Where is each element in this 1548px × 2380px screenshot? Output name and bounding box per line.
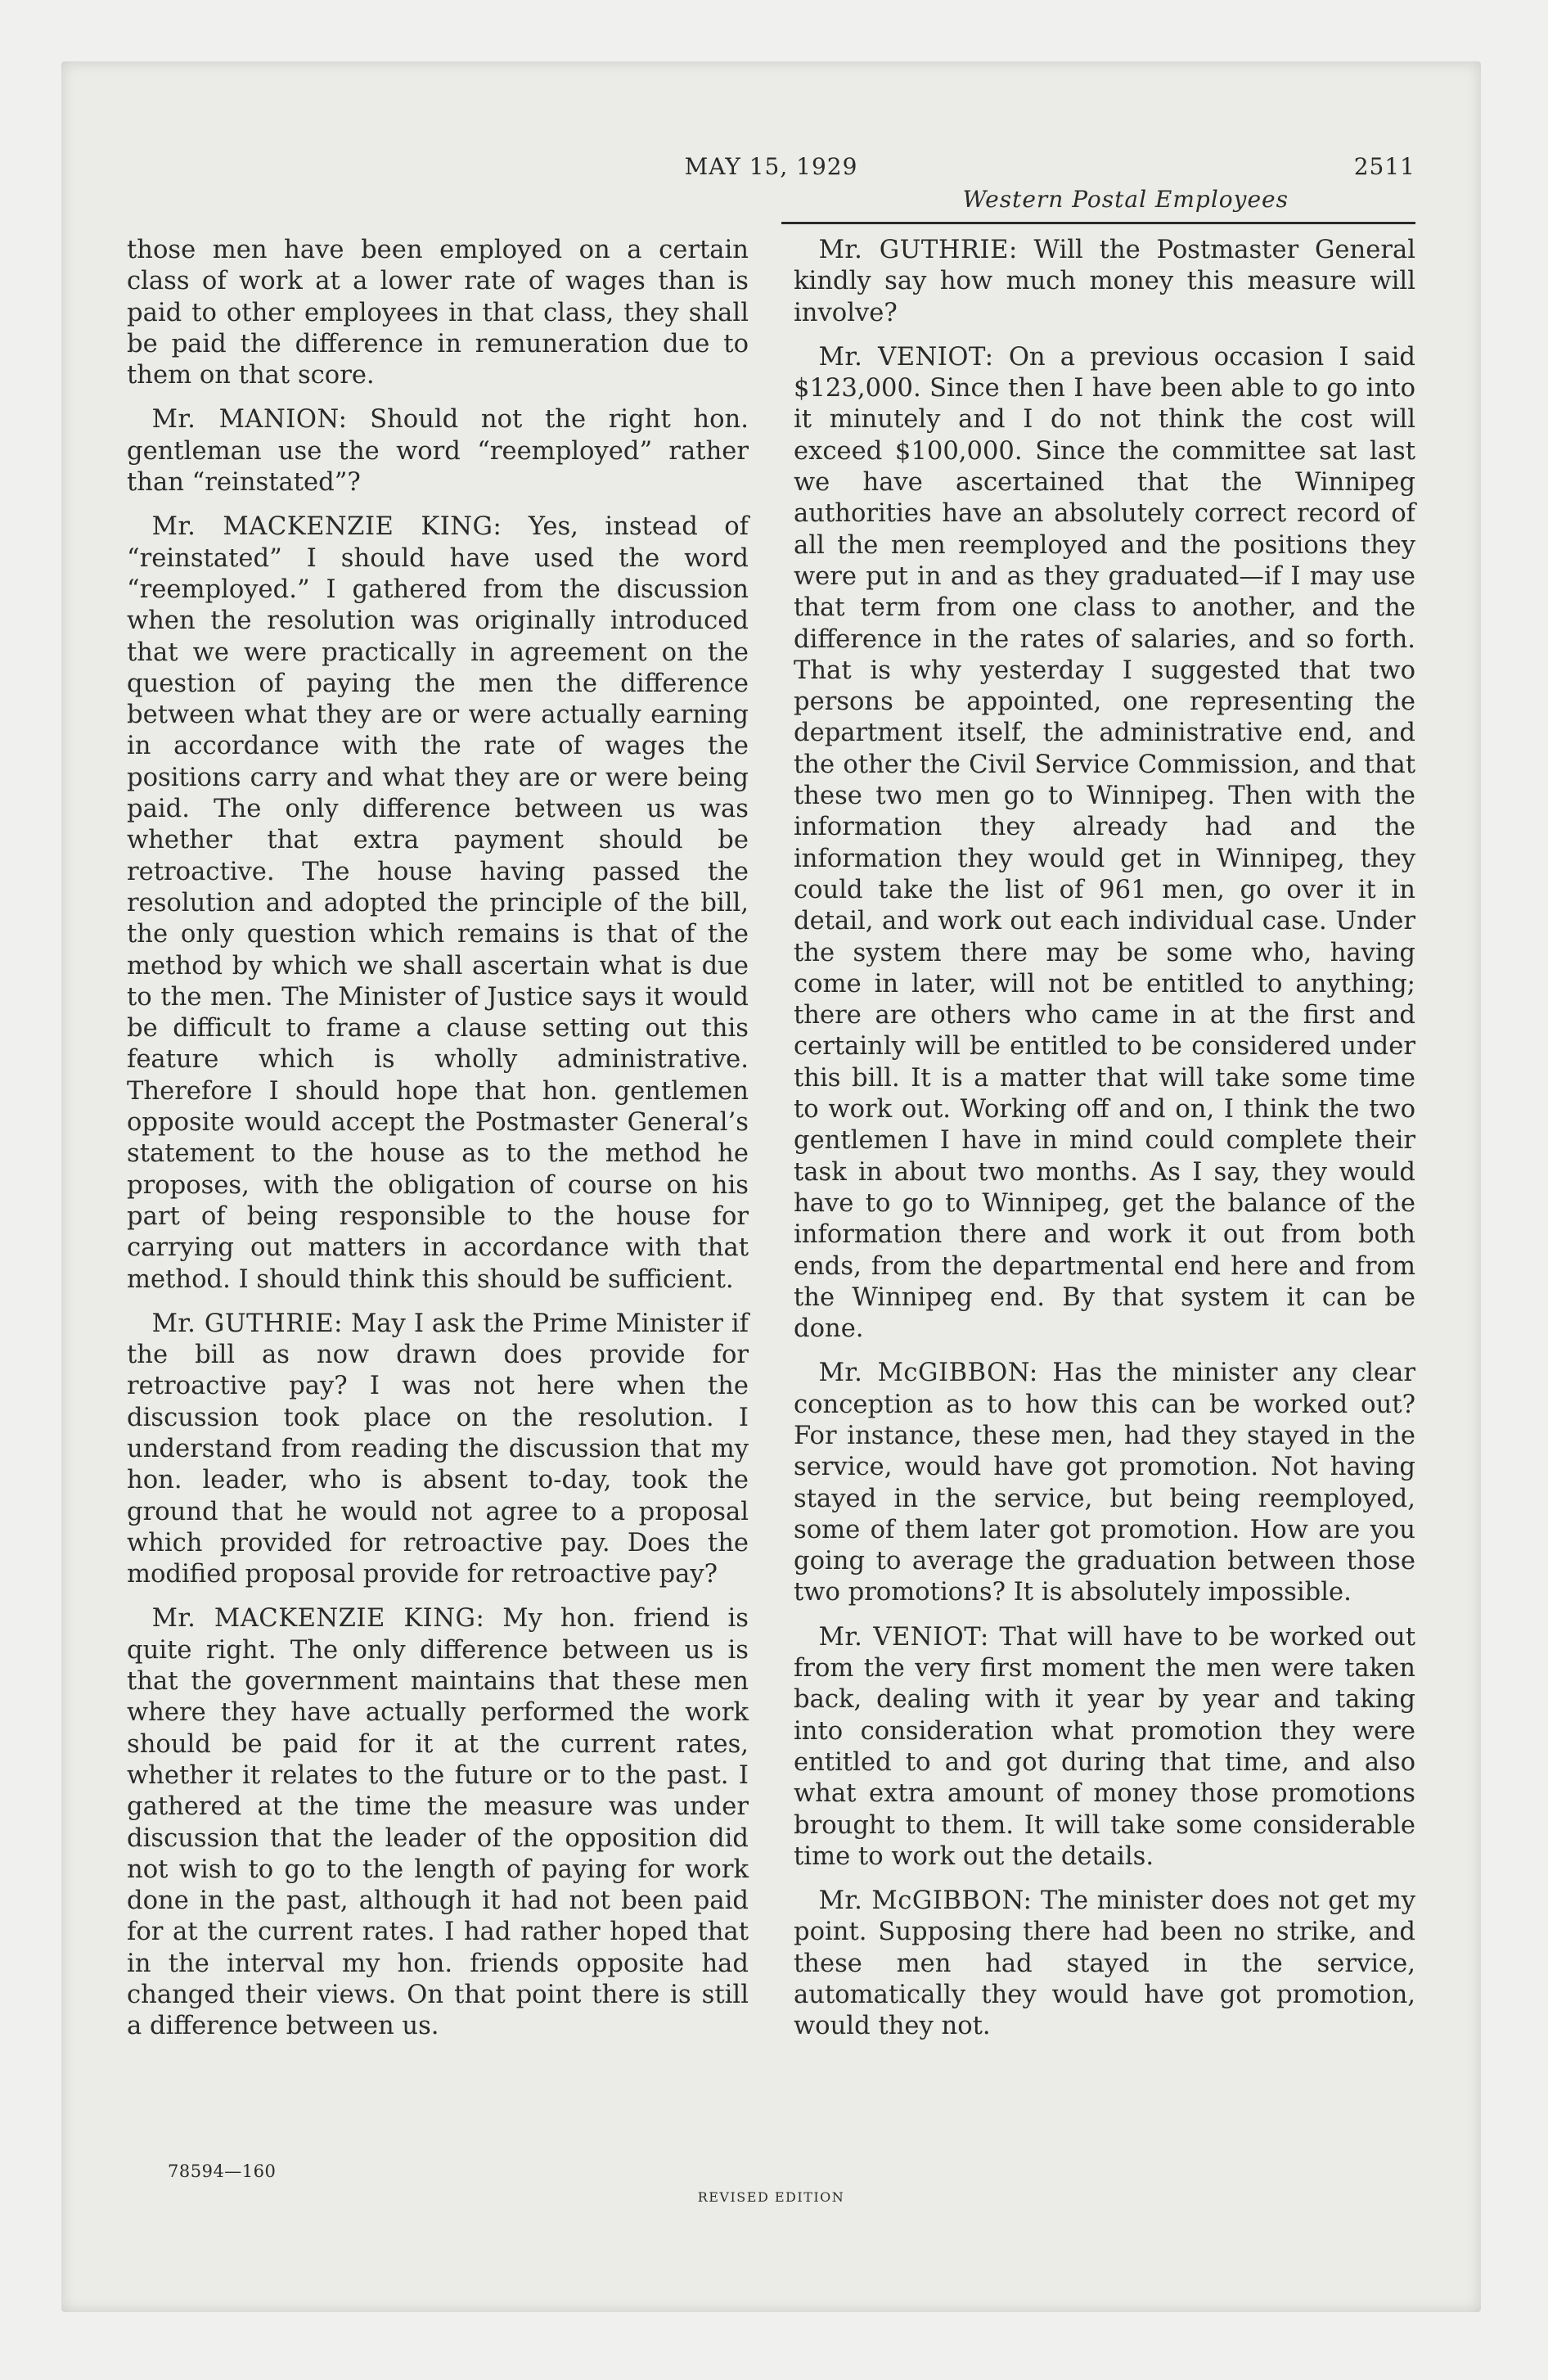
speech-text: Has the minister any clear conception as to how this can be worked out? For instance, these men, had they stayed in the service, would have got promotion. Not having stayed in the service, but being reemployed, some of them later got promotion. How are you going to average the graduation between those two promotions? It is absolutely impossible.: [794, 1359, 1416, 1607]
paragraph: [794, 342, 1415, 1346]
paragraph: [794, 1886, 1415, 2042]
speaker-name: Mr. MACKENZIE KING:: [151, 1604, 485, 1634]
footer-print-code: 78594—160: [168, 2161, 277, 2181]
header-page-number: 2511: [1353, 153, 1415, 180]
speech-text: That will have to be worked out from the very first moment the men were taken back, dealing with it year by year and taking into consideration what promotion they were entitled to and got during that time, and also what extra amount of money those promotions brought to them. It will take some considerable time to work out the details.: [794, 1622, 1415, 1871]
speaker-name: Mr. VENIOT:: [818, 342, 994, 372]
speaker-name: Mr. McGIBBON:: [818, 1886, 1033, 1916]
speaker-name: Mr. GUTHRIE:: [151, 1309, 343, 1338]
header-running-title: Western Postal Employees: [962, 186, 1289, 213]
speaker-name: Mr. MANION:: [151, 405, 348, 435]
paragraph: [794, 1622, 1415, 1873]
speech-text: My hon. friend is quite right. The only difference between us is that the government maintains that these men where they have actually performed the work should be paid for it at the current rates, whether it relates to the future or to the past. I gathered at the time the measure was under discussion that the leader of the opposition did not wish to go to the length of paying for work done in the past, although it had not been paid for at the current rates. I had rather hoped that in the interval my hon. friends opposite had changed their views. On that point there is still a difference between us.: [127, 1604, 749, 2041]
speech-text: those men have been employed on a certain class of work at a lower rate of wages than is paid to other employees in that class, they shall be paid the difference in remuneration due to them on that score.: [127, 236, 749, 390]
paragraph: [794, 235, 1415, 329]
header-rule: [781, 222, 1415, 224]
speech-text: The minister does not get my point. Supposing there had been no strike, and these men had stayed in the service, automatically they would have got promotion, would they not.: [794, 1886, 1415, 2041]
speech-text: Will the Postmaster General kindly say how much money this measure will involve?: [794, 236, 1415, 327]
paragraph: [127, 404, 749, 498]
speaker-name: Mr. McGIBBON:: [818, 1359, 1038, 1388]
paragraph: [127, 1603, 749, 2042]
scanned-sheet: [61, 61, 1481, 2312]
paragraph: [127, 512, 749, 1295]
speech-text: On a previous occasion I said $123,000. Since then I have been able to go into it minutely and I do not think the cost will exceed $100,000. Since the committee sat last we have ascertained that the Winnipeg authorities have an absolutely correct record of all the men reemployed and the positions they were put in and as they graduated—if I may use that term from one class to another, and the difference in the rates of salaries, and so forth. That is why yesterday I suggested that two persons be appointed, one representing the department itself, the administrative end, and the other the Civil Service Commission, and that these two men go to Winnipeg. Then with the information they already had and the information they would get in Winnipeg, they could take the list of 961 men, go over it in detail, and work out each individual case. Under the system there may be some who, having come in later, will not be entitled to anything; there are others who came in at the first and certainly will be entitled to be considered under this bill. It is a matter that will take some time to work out. Working off and on, I think the two gentlemen I have in mind could complete their task in about two months. As I say, they would have to go to Winnipeg, get the balance of the information there and work it out from both ends, from the departmental end here and from the Winnipeg end. By that system it can be done.: [794, 342, 1415, 1344]
paragraph: [127, 235, 749, 391]
right-column: [794, 235, 1415, 2056]
paragraph: [794, 1358, 1415, 1608]
left-column: [127, 235, 749, 2056]
speech-text: Yes, instead of “reinstated” I should have used the word “reemployed.” I gathered from the discussion when the resolution was originally introduced that we were practically in agreement on the question of paying the men the difference between what they are or were actually earning in accordance with the rate of wages the positions carry and what they are or were being paid. The only difference between us was whether that extra payment should be retroactive. The house having passed the resolution and adopted the principle of the bill, the only question which remains is that of the method by which we shall ascertain what is due to the men. The Minister of Justice says it would be difficult to frame a clause setting out this feature which is wholly administrative. Therefore I should hope that hon. gentlemen opposite would accept the Postmaster General’s statement to the house as to the method he proposes, with the obligation of course on his part of being responsible to the house for carrying out matters in accordance with that method. I should think this should be sufficient.: [127, 512, 749, 1294]
speaker-name: Mr. MACKENZIE KING:: [151, 512, 502, 542]
speech-text: Should not the right hon. gentleman use the word “reemployed” rather than “reinstated”?: [127, 405, 749, 498]
speaker-name: Mr. VENIOT:: [818, 1622, 989, 1652]
footer-edition: REVISED EDITION: [697, 2189, 845, 2205]
speaker-name: Mr. GUTHRIE:: [818, 236, 1018, 264]
hansard-page: [127, 61, 1415, 2312]
speech-text: May I ask the Prime Minister if the bill as now drawn does provide for retroactive pay? I was not here when the discussion took place on the resolution. I understand from reading the discussion that my hon. leader, who is absent to-day, took the ground that he would not agree to a proposal which provided for retroactive pay. Does the modified proposal provide for retroactive pay?: [127, 1309, 749, 1589]
header-date: MAY 15, 1929: [684, 153, 858, 180]
paragraph: [127, 1309, 749, 1591]
